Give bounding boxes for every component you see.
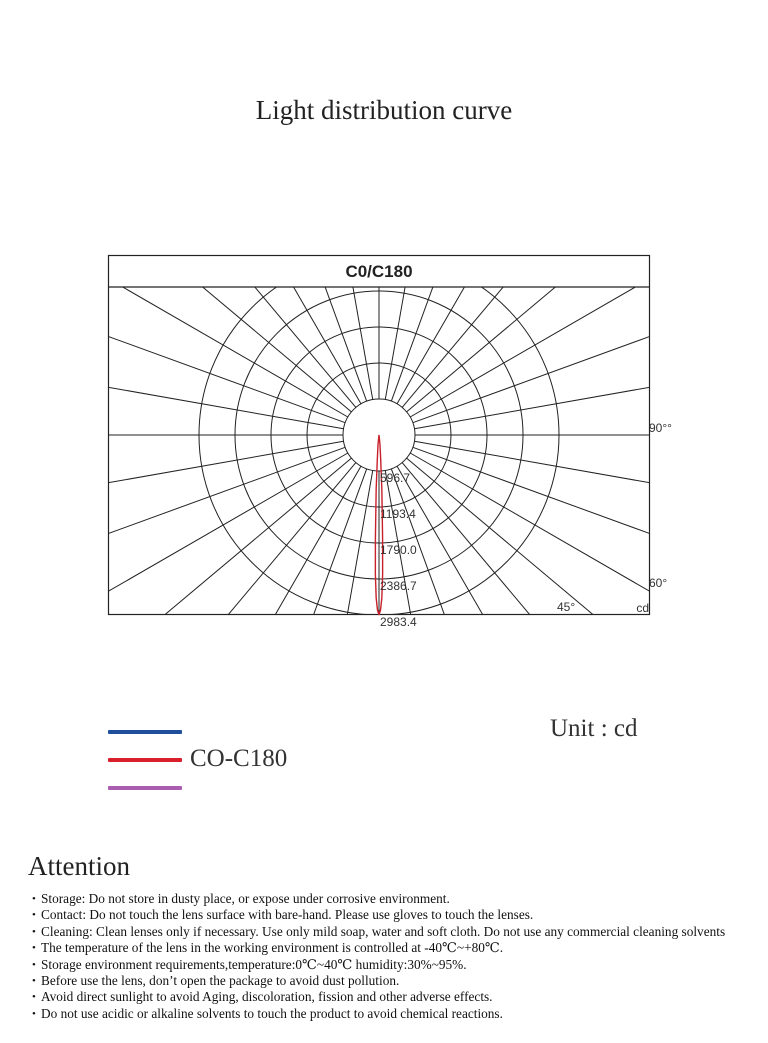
attention-item: • Contact: Do not touch the lens surface with bare-hand. Please use gloves to touch the lenses. <box>32 907 732 923</box>
attention-item: • Before use the lens, don’t open the package to avoid dust pollution. <box>32 973 732 989</box>
page-title: Light distribution curve <box>255 95 513 125</box>
radial-tick-label: 1790.0 <box>380 543 417 557</box>
chart-header: C0/C180 <box>345 262 413 281</box>
polar-chart-svg <box>108 255 672 629</box>
attention-item: • The temperature of the lens in the working environment is controlled at -40℃~+80℃. <box>32 940 732 956</box>
legend-line-purple <box>108 786 182 790</box>
attention-title: Attention <box>28 851 130 881</box>
radial-tick-label: 2386.7 <box>380 579 417 593</box>
radial-tick-label: 1193.4 <box>380 507 416 521</box>
legend-line-blue <box>108 730 182 734</box>
unit-corner-label: cd <box>636 601 649 615</box>
legend-label: CO-C180 <box>190 745 288 772</box>
angle-label: 60° <box>649 576 668 590</box>
attention-item: • Do not use acidic or alkaline solvents to touch the product to avoid chemical reactions. <box>32 1006 732 1022</box>
attention-item: • Storage environment requirements,temperature:0℃~40℃ humidity:30%~95%. <box>32 957 732 973</box>
attention-item: • Cleaning: Clean lenses only if necessary. Use only mild soap, water and soft cloth. Do not use any commercial cleaning solvents <box>32 924 732 940</box>
polar-chart <box>108 255 672 629</box>
attention-item: • Avoid direct sunlight to avoid Aging, discoloration, fission and other adverse effects. <box>32 989 732 1005</box>
attention-item: • Storage: Do not store in dusty place, or expose under corrosive environment. <box>32 891 732 907</box>
angle-label: 45° <box>557 600 576 614</box>
radial-tick-label: 596.7 <box>380 471 411 485</box>
attention-list <box>32 891 732 1022</box>
radial-tick-label: 2983.4 <box>380 615 417 629</box>
angle-label: 90°° <box>649 421 672 435</box>
legend-line-red <box>108 758 182 762</box>
unit-label: Unit : cd <box>550 715 638 742</box>
